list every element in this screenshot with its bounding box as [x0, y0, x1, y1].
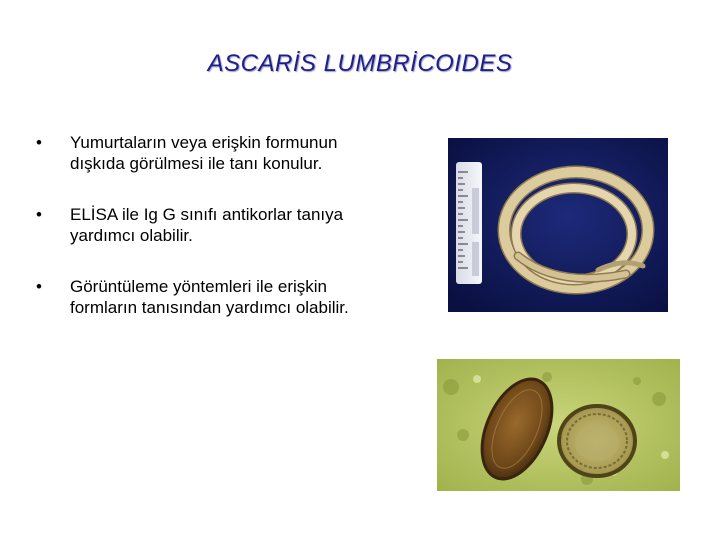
bullet-item-diagnosis — [36, 132, 376, 174]
bullet-text: ELİSA ile Ig G sınıfı antikorlar tanıya yardımcı olabilir. — [70, 205, 344, 245]
egg-micrograph — [437, 359, 680, 491]
bullet-item-imaging — [36, 276, 376, 318]
bullet-item-elisa — [36, 204, 376, 246]
bullet-list — [36, 132, 376, 318]
bullet-marker: • — [36, 277, 42, 296]
bullet-marker: • — [36, 133, 42, 152]
slide-title: ASCARİS LUMBRİCOIDES — [207, 50, 513, 77]
bullet-marker: • — [36, 205, 42, 224]
bullet-text: Yumurtaların veya erişkin formunun dışkıda görülmesi ile tanı konulur. — [70, 133, 338, 173]
adult-worm-photo — [448, 138, 668, 312]
bullet-text: Görüntüleme yöntemleri ile erişkin formların tanısından yardımcı olabilir. — [70, 277, 349, 317]
